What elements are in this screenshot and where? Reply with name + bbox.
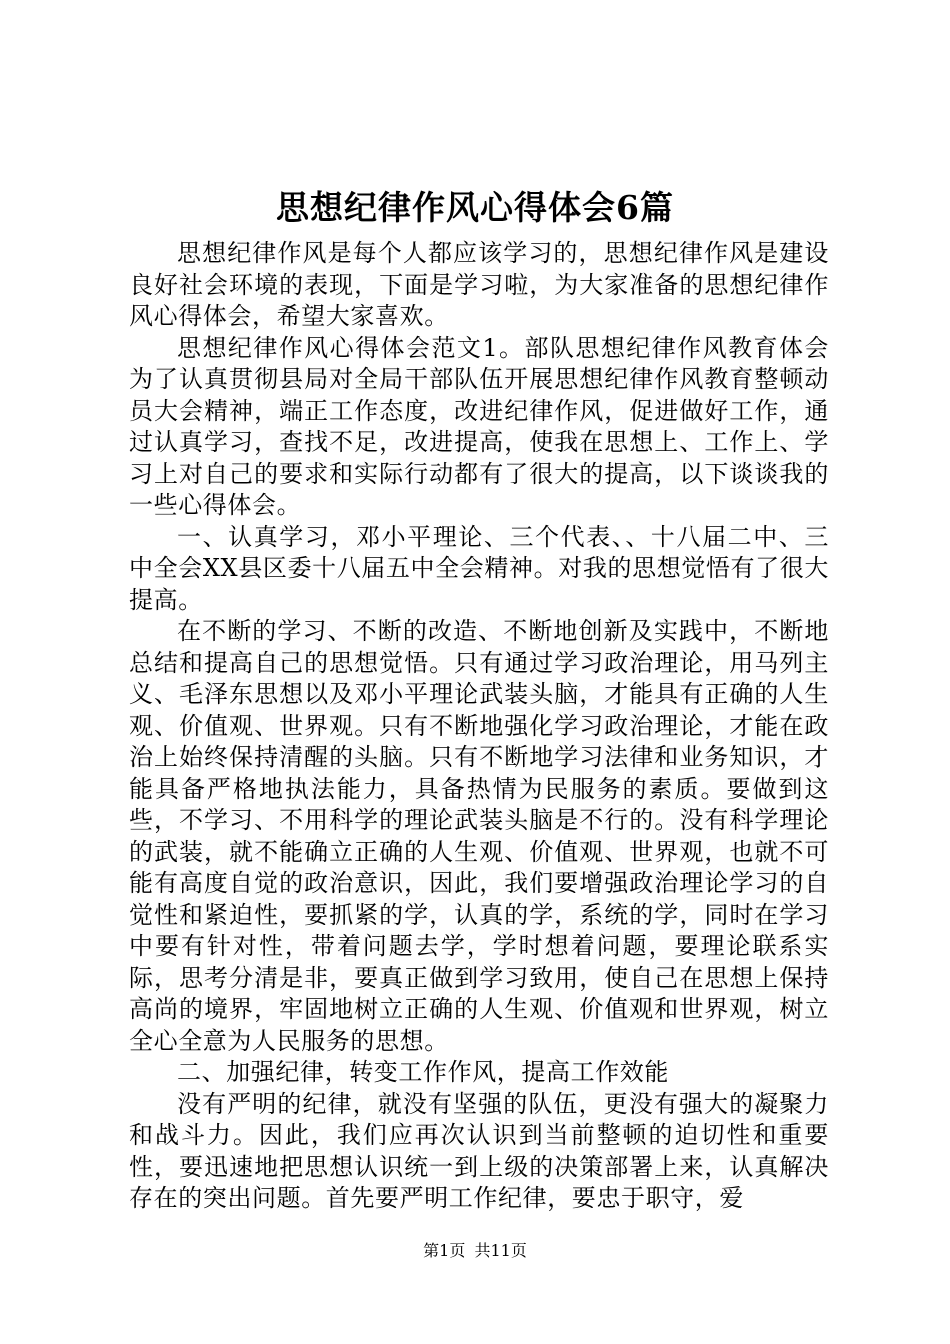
paragraph-section-1-heading: 一、认真学习，邓小平理论、三个代表、、十八届二中、三中全会XX县区委十八届五中全会精神。对我的思想觉悟有了很大提高。 — [129, 522, 829, 614]
document-title: 思想纪律作风心得体会6篇 — [276, 188, 674, 227]
paragraph-section-1-body: 在不断的学习、不断的改造、不断地创新及实践中，不断地总结和提高自己的思想觉悟。只有通过学习政治理论，用马列主义、毛泽东思想以及邓小平理论武装头脑，才能具有正确的人生观、价值观、世界观。只有不断地强化学习政治理论，才能在政治上始终保持清醒的头脑。只有不断地学习法律和业务知识，才能具备严格地执法能力，具备热情为民服务的素质。要做到这些，不学习、不用科学的理论武装头脑是不行的。没有科学理论的武装，就不能确立正确的人生观、价值观、世界观，也就不可能有高度自觉的政治意识，因此，我们要增强政治理论学习的自觉性和紧迫性，要抓紧的学，认真的学，系统的学，同时在学习中要有针对性，带着问题去学，学时想着问题，要理论联系实际，思考分清是非，要真正做到学习致用，使自己在思想上保持高尚的境界，牢固地树立正确的人生观、价值观和世界观，树立全心全意为人民服务的思想。 — [129, 617, 829, 1055]
page-footer — [0, 1239, 950, 1263]
paragraph-intro: 思想纪律作风是每个人都应该学习的，思想纪律作风是建设良好社会环境的表现，下面是学习啦，为大家准备的思想纪律作风心得体会，希望大家喜欢。 — [129, 239, 829, 330]
document-body — [129, 238, 829, 1215]
paragraph-sample-1: 思想纪律作风心得体会范文1。部队思想纪律作风教育体会为了认真贯彻县局对全局干部队伍开展思想纪律作风教育整顿动员大会精神，端正工作态度，改进纪律作风，促进做好工作，通过认真学习，查找不足，改进提高，使我在思想上、工作上、学习上对自己的要求和实际行动都有了很大的提高，以下谈谈我的一些心得体会。 — [129, 333, 829, 519]
page-number: 第1页 — [423, 1241, 466, 1260]
paragraph-section-2-heading: 二、加强纪律，转变工作作风，提高工作效能 — [177, 1058, 669, 1086]
paragraph-section-2-body: 没有严明的纪律，就没有坚强的队伍，更没有强大的凝聚力和战斗力。因此，我们应再次认识到当前整顿的迫切性和重要性，要迅速地把思想认识统一到上级的决策部署上来，认真解决存在的突出问题。首先要严明工作纪律，要忠于职守，爱 — [129, 1089, 829, 1212]
page-total: 共11页 — [474, 1241, 527, 1260]
